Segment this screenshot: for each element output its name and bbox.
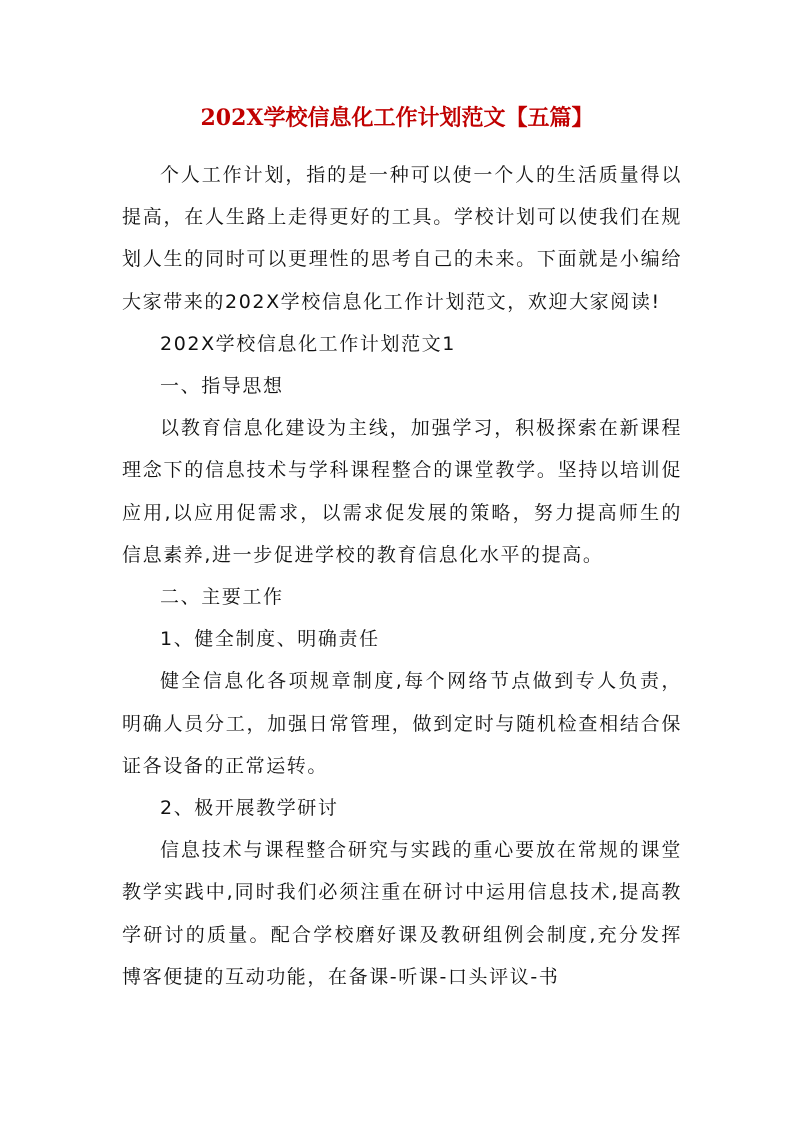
guiding-ideology-paragraph: 以教育信息化建设为主线，加强学习，积极探索在新课程理念下的信息技术与学科课程整合的课堂教学。坚持以培训促应用,以应用促需求，以需求促发展的策略，努力提高师生的信息素养,进一步促进学校的教育信息化水平的提高。	[122, 417, 682, 566]
document-body	[122, 154, 682, 998]
subheading-1-paragraph: 健全信息化各项规章制度,每个网络节点做到专人负责，明确人员分工，加强日常管理，做到定时与随机检查相结合保证各设备的正常运转。	[122, 670, 682, 777]
subheading-2-paragraph: 信息技术与课程整合研究与实践的重心要放在常规的课堂教学实践中,同时我们必须注重在研讨中运用信息技术,提高教学研讨的质量。配合学校磨好课及教研组例会制度,充分发挥博客便捷的互动功能，在备课-听课-口头评议-书	[122, 839, 682, 988]
subheading-2: 2、极开展教学研讨	[160, 797, 339, 820]
document-title: 202X学校信息化工作计划范文【五篇】	[200, 105, 594, 131]
heading-main-work: 二、主要工作	[160, 586, 284, 609]
section-title-1: 202X学校信息化工作计划范文1	[160, 332, 456, 355]
subheading-1: 1、健全制度、明确责任	[160, 628, 380, 651]
intro-paragraph: 个人工作计划，指的是一种可以使一个人的生活质量得以提高，在人生路上走得更好的工具。学校计划可以使我们在规划人生的同时可以更理性的思考自己的未来。下面就是小编给大家带来的202X学校信息化工作计划范文，欢迎大家阅读!	[122, 164, 682, 313]
heading-guiding-ideology: 一、指导思想	[160, 375, 284, 398]
